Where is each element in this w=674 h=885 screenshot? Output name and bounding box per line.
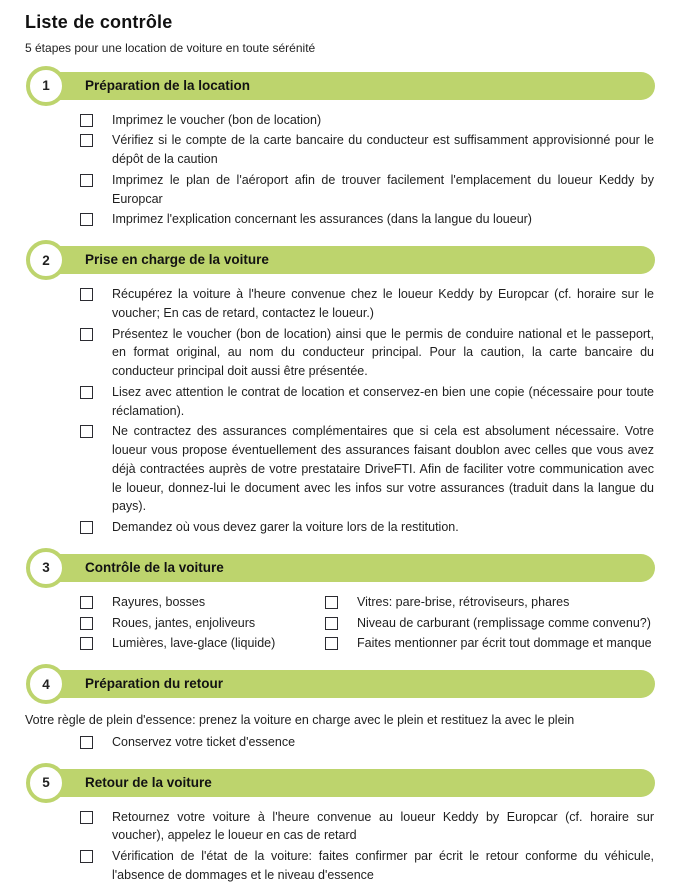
section-1 — [0, 65, 674, 230]
checklist-item — [80, 383, 654, 421]
section-3 — [0, 547, 674, 655]
section-banner: Prise en charge de la voiture — [30, 246, 655, 274]
checkbox[interactable] — [80, 617, 93, 630]
checklist-item-label: Récupérez la voiture à l'heure convenue chez le loueur Keddy by Europcar (cf. horaire sur le voucher; En cas de retard, contactez le loueur.) — [112, 287, 654, 320]
checkbox[interactable] — [80, 328, 93, 341]
checklist-item-label: Retournez votre voiture à l'heure convenue au loueur Keddy by Europcar (cf. horaire sur voucher), appelez le loueur en cas de retard — [112, 809, 654, 843]
section-number-badge: 2 — [26, 240, 66, 280]
checkbox[interactable] — [80, 811, 93, 824]
checklist-item-label: Niveau de carburant (remplissage comme convenu?) — [357, 615, 651, 630]
checklist-item-label: Imprimez le voucher (bon de location) — [112, 112, 322, 127]
checklist — [80, 733, 654, 752]
section-4 — [0, 663, 674, 752]
checklist-item-label: Demandez où vous devez garer la voiture lors de la restitution. — [112, 520, 459, 535]
checklist-item-label: Vitres: pare-brise, rétroviseurs, phares — [357, 594, 570, 609]
checklist — [80, 111, 654, 230]
checkbox[interactable] — [80, 386, 93, 399]
checkbox[interactable] — [80, 288, 93, 301]
checklist — [80, 285, 654, 537]
checklist-item — [80, 210, 654, 229]
checklist-item — [325, 593, 654, 612]
checklist-item-label: Roues, jantes, enjoliveurs — [112, 615, 256, 630]
section-header — [0, 762, 674, 804]
section-banner: Contrôle de la voiture — [30, 554, 655, 582]
checklist-item — [80, 634, 325, 653]
checkbox[interactable] — [325, 617, 338, 630]
checkbox[interactable] — [80, 596, 93, 609]
checklist-item-label: Rayures, bosses — [112, 594, 206, 609]
checklist-column-left — [80, 593, 325, 655]
checkbox[interactable] — [80, 134, 93, 147]
checklist-item — [80, 171, 654, 209]
checklist-item-label: Vérification de l'état de la voiture: faites confirmer par écrit le retour conforme du véhicule, l'absence de dommages et le niveau d'essence — [112, 849, 654, 882]
checklist-item — [80, 422, 654, 516]
checklist-columns — [80, 593, 654, 655]
checkbox[interactable] — [80, 425, 93, 438]
checkbox[interactable] — [325, 596, 338, 609]
section-note: Votre règle de plein d'essence: prenez la voiture en charge avec le plein et restituez la avec le plein — [25, 713, 575, 728]
checkbox[interactable] — [80, 736, 93, 749]
section-header — [0, 65, 674, 107]
section-header — [0, 663, 674, 705]
checklist-item — [80, 111, 654, 130]
section-number-badge: 5 — [26, 763, 66, 803]
section-header — [0, 547, 674, 589]
section-5 — [0, 762, 674, 885]
checkbox[interactable] — [80, 114, 93, 127]
checkbox[interactable] — [80, 521, 93, 534]
page-title: Liste de contrôle — [25, 12, 173, 32]
section-header — [0, 239, 674, 281]
checklist-item-label: Ne contractez des assurances complémentaires que si cela est absolument nécessaire. Votre loueur vous propose éventuellement des assurances faisant doublon avec celles que vous avez déjà contractées auprès de votre prestataire DriveFTI. Afin de faciliter votre communication avec le loueur, donnez-lui le document avec les infos sur votre assurances (traduit dans la langue du pays). — [112, 424, 654, 514]
checklist-item-label: Imprimez l'explication concernant les assurances (dans la langue du loueur) — [112, 212, 532, 227]
checklist-item-label: Lumières, lave-glace (liquide) — [112, 636, 276, 651]
checklist-item-label: Présentez le voucher (bon de location) ainsi que le permis de conduire national et le passeport, en format original, au nom du conducteur principal. Pour la caution, la carte bancaire du conducteur principal doit aussi être présentée. — [112, 326, 654, 379]
section-2 — [0, 239, 674, 537]
checklist-item — [80, 593, 325, 612]
checklist-item — [80, 131, 654, 169]
section-banner: Préparation de la location — [30, 72, 655, 100]
checklist — [80, 808, 654, 885]
checklist-item — [80, 518, 654, 537]
checklist-item — [80, 847, 654, 885]
checklist-item — [80, 614, 325, 633]
checklist-item — [80, 325, 654, 381]
section-banner: Préparation du retour — [30, 670, 655, 698]
checklist-item — [80, 733, 654, 752]
section-number-badge: 1 — [26, 66, 66, 106]
checklist-item — [325, 634, 654, 653]
section-banner: Retour de la voiture — [30, 769, 655, 797]
sections — [0, 65, 674, 885]
checklist-item-label: Imprimez le plan de l'aéroport afin de trouver facilement l'emplacement du loueur Keddy by Europcar — [112, 172, 654, 206]
checkbox[interactable] — [80, 637, 93, 650]
checklist-item — [325, 614, 654, 633]
section-number-badge: 4 — [26, 664, 66, 704]
checklist-item-label: Conservez votre ticket d'essence — [112, 734, 296, 749]
checkbox[interactable] — [80, 850, 93, 863]
checkbox[interactable] — [325, 637, 338, 650]
checklist-item — [80, 285, 654, 323]
page-subtitle: 5 étapes pour une location de voiture en toute sérénité — [25, 40, 316, 55]
checklist-item-label: Lisez avec attention le contrat de location et conservez-en bien une copie (nécessaire pour toute réclamation). — [112, 384, 654, 418]
checkbox[interactable] — [80, 174, 93, 187]
checklist-item — [80, 808, 654, 846]
checklist-item-label: Faites mentionner par écrit tout dommage et manque — [357, 636, 652, 651]
checklist-item-label: Vérifiez si le compte de la carte bancaire du conducteur est suffisamment approvisionné pour le dépôt de la caution — [112, 133, 654, 167]
section-number-badge: 3 — [26, 548, 66, 588]
checkbox[interactable] — [80, 213, 93, 226]
checklist-column-right — [325, 593, 654, 655]
